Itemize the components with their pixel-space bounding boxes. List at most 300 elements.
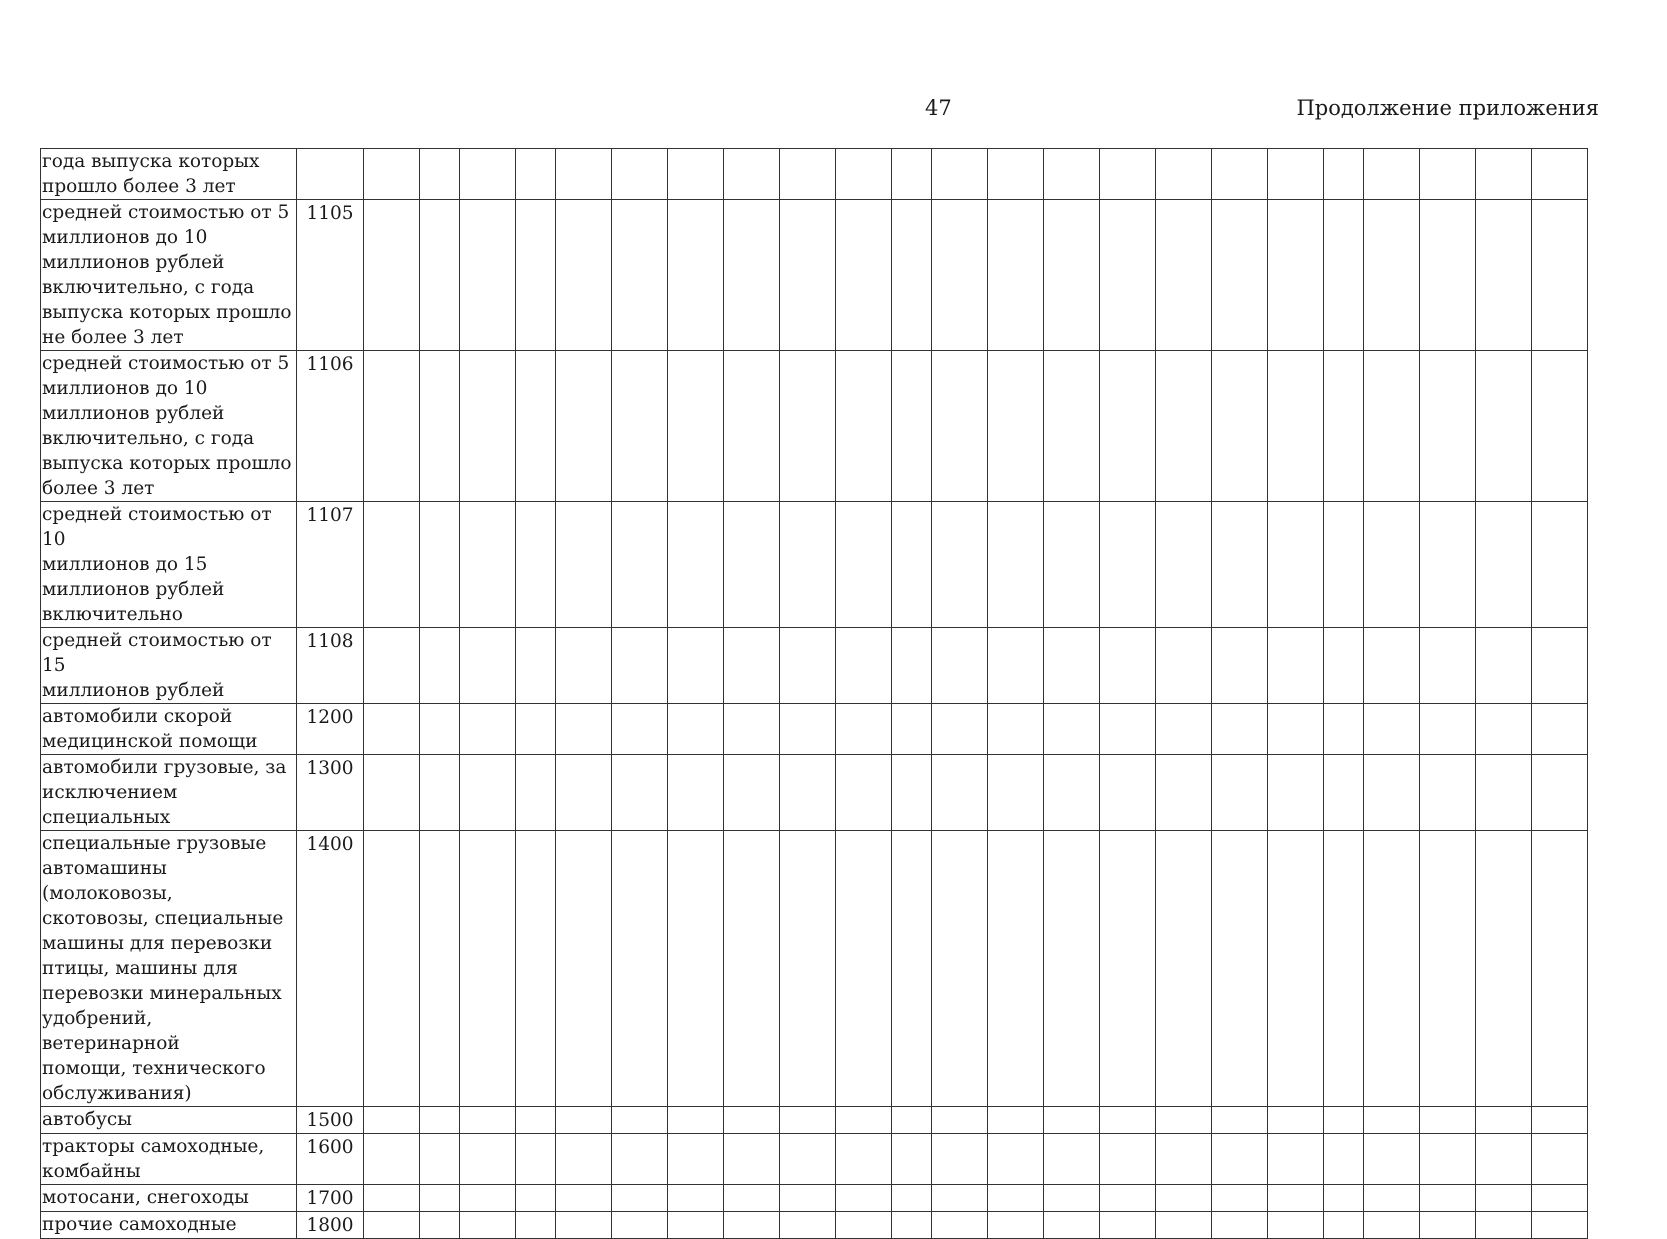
empty-cell [1532,704,1588,755]
empty-cell [892,628,932,704]
empty-cell [1100,1212,1156,1239]
empty-cell [420,149,460,200]
empty-cell [1044,831,1100,1107]
empty-cell [1156,200,1212,351]
empty-cell [612,149,668,200]
table-row [41,1185,1588,1212]
empty-cell [1044,628,1100,704]
empty-cell [420,351,460,502]
empty-cell [988,1212,1044,1239]
empty-cell [1364,755,1420,831]
empty-cell [364,1107,420,1134]
row-code: 1500 [297,1107,364,1134]
empty-cell [932,149,988,200]
empty-cell [932,200,988,351]
empty-cell [668,628,724,704]
empty-cell [612,704,668,755]
empty-cell [1324,1185,1364,1212]
empty-cell [612,1134,668,1185]
empty-cell [612,755,668,831]
empty-cell [1420,149,1476,200]
continuation-label: Продолжение приложения [1296,96,1599,120]
empty-cell [780,351,836,502]
empty-cell [460,200,516,351]
empty-cell [556,200,612,351]
empty-cell [556,1134,612,1185]
empty-cell [892,1107,932,1134]
empty-cell [780,200,836,351]
empty-cell [364,1134,420,1185]
empty-cell [836,755,892,831]
empty-cell [724,831,780,1107]
row-description: средней стоимостью от 5 миллионов до 10 миллионов рублей включительно, с года выпуска которых прошло более 3 лет [41,351,297,502]
empty-cell [1420,831,1476,1107]
empty-cell [420,1107,460,1134]
empty-cell [1364,502,1420,628]
empty-cell [516,200,556,351]
empty-cell [1420,502,1476,628]
empty-cell [1476,1185,1532,1212]
empty-cell [1044,1107,1100,1134]
empty-cell [892,351,932,502]
empty-cell [1044,755,1100,831]
empty-cell [1532,1185,1588,1212]
empty-cell [1156,831,1212,1107]
empty-cell [668,200,724,351]
empty-cell [612,200,668,351]
empty-cell [1420,1185,1476,1212]
empty-cell [1212,704,1268,755]
row-code: 1107 [297,502,364,628]
empty-cell [892,1134,932,1185]
empty-cell [1156,1185,1212,1212]
empty-cell [460,1134,516,1185]
empty-cell [836,149,892,200]
empty-cell [1100,351,1156,502]
empty-cell [1268,149,1324,200]
empty-cell [1044,1185,1100,1212]
empty-cell [556,831,612,1107]
empty-cell [1156,502,1212,628]
empty-cell [1476,502,1532,628]
empty-cell [780,1134,836,1185]
empty-cell [1420,628,1476,704]
empty-cell [364,704,420,755]
empty-cell [1476,628,1532,704]
empty-cell [1324,149,1364,200]
empty-cell [1420,1212,1476,1239]
empty-cell [892,831,932,1107]
empty-cell [1268,502,1324,628]
row-description: средней стоимостью от 15 миллионов рублей [41,628,297,704]
empty-cell [420,755,460,831]
empty-cell [516,831,556,1107]
empty-cell [516,1107,556,1134]
empty-cell [364,1185,420,1212]
empty-cell [516,755,556,831]
empty-cell [516,351,556,502]
empty-cell [1532,1107,1588,1134]
empty-cell [1324,502,1364,628]
empty-cell [1324,200,1364,351]
empty-cell [1476,1107,1532,1134]
empty-cell [364,1212,420,1239]
empty-cell [1212,1134,1268,1185]
empty-cell [1100,704,1156,755]
empty-cell [460,1107,516,1134]
empty-cell [892,502,932,628]
empty-cell [892,755,932,831]
page-number: 47 [925,96,952,120]
empty-cell [668,1107,724,1134]
empty-cell [1100,1107,1156,1134]
empty-cell [1212,628,1268,704]
empty-cell [668,831,724,1107]
empty-cell [420,200,460,351]
empty-cell [668,704,724,755]
row-description: тракторы самоходные, комбайны [41,1134,297,1185]
empty-cell [516,1212,556,1239]
empty-cell [1268,755,1324,831]
row-description: автомобили скорой медицинской помощи [41,704,297,755]
empty-cell [780,1107,836,1134]
empty-cell [1364,1212,1420,1239]
empty-cell [1268,704,1324,755]
table-row [41,1107,1588,1134]
data-table [40,148,1588,1239]
empty-cell [420,704,460,755]
empty-cell [556,1212,612,1239]
row-code: 1200 [297,704,364,755]
row-description: средней стоимостью от 10 миллионов до 15 миллионов рублей включительно [41,502,297,628]
empty-cell [1476,1212,1532,1239]
empty-cell [556,704,612,755]
empty-cell [1212,502,1268,628]
row-description: мотосани, снегоходы [41,1185,297,1212]
empty-cell [1364,1185,1420,1212]
empty-cell [780,149,836,200]
empty-cell [460,502,516,628]
empty-cell [1532,200,1588,351]
empty-cell [668,755,724,831]
empty-cell [1324,1134,1364,1185]
empty-cell [1212,1212,1268,1239]
empty-cell [1212,755,1268,831]
empty-cell [988,1107,1044,1134]
empty-cell [420,628,460,704]
row-code: 1105 [297,200,364,351]
empty-cell [1044,704,1100,755]
empty-cell [1324,1212,1364,1239]
row-code [297,149,364,200]
row-description: средней стоимостью от 5 миллионов до 10 миллионов рублей включительно, с года выпуска которых прошло не более 3 лет [41,200,297,351]
empty-cell [1268,351,1324,502]
empty-cell [1324,704,1364,755]
empty-cell [1156,1134,1212,1185]
empty-cell [1476,831,1532,1107]
empty-cell [556,755,612,831]
empty-cell [364,200,420,351]
empty-cell [1268,200,1324,351]
empty-cell [364,628,420,704]
row-code: 1400 [297,831,364,1107]
empty-cell [516,149,556,200]
empty-cell [1420,351,1476,502]
empty-cell [1100,149,1156,200]
row-description: года выпуска которых прошло более 3 лет [41,149,297,200]
empty-cell [932,628,988,704]
empty-cell [460,628,516,704]
empty-cell [1324,755,1364,831]
table-row [41,149,1588,200]
table-row [41,831,1588,1107]
empty-cell [932,704,988,755]
empty-cell [724,628,780,704]
empty-cell [724,1212,780,1239]
empty-cell [1364,1107,1420,1134]
empty-cell [988,1185,1044,1212]
row-code: 1106 [297,351,364,502]
empty-cell [460,704,516,755]
row-code: 1800 [297,1212,364,1239]
empty-cell [780,502,836,628]
empty-cell [724,1134,780,1185]
empty-cell [836,200,892,351]
empty-cell [1364,149,1420,200]
empty-cell [932,755,988,831]
empty-cell [612,1107,668,1134]
empty-cell [836,502,892,628]
empty-cell [1420,1107,1476,1134]
empty-cell [668,149,724,200]
empty-cell [364,149,420,200]
empty-cell [836,1212,892,1239]
empty-cell [724,704,780,755]
empty-cell [612,1185,668,1212]
empty-cell [836,704,892,755]
empty-cell [1324,1107,1364,1134]
empty-cell [668,1212,724,1239]
empty-cell [1100,1134,1156,1185]
row-code: 1108 [297,628,364,704]
empty-cell [1532,755,1588,831]
table-row [41,502,1588,628]
empty-cell [724,1107,780,1134]
empty-cell [1420,755,1476,831]
table-row [41,351,1588,502]
empty-cell [460,149,516,200]
empty-cell [724,502,780,628]
empty-cell [932,831,988,1107]
empty-cell [988,502,1044,628]
empty-cell [1476,149,1532,200]
empty-cell [1156,755,1212,831]
empty-cell [1532,351,1588,502]
empty-cell [612,628,668,704]
empty-cell [1212,1185,1268,1212]
empty-cell [1364,628,1420,704]
empty-cell [460,1212,516,1239]
empty-cell [1420,1134,1476,1185]
empty-cell [1268,628,1324,704]
empty-cell [1364,200,1420,351]
table-row [41,704,1588,755]
empty-cell [420,1212,460,1239]
empty-cell [556,351,612,502]
empty-cell [1100,1185,1156,1212]
empty-cell [516,502,556,628]
empty-cell [932,502,988,628]
empty-cell [1044,1212,1100,1239]
empty-cell [1268,1212,1324,1239]
empty-cell [460,351,516,502]
empty-cell [780,1185,836,1212]
row-code: 1600 [297,1134,364,1185]
empty-cell [1100,200,1156,351]
empty-cell [1212,1107,1268,1134]
empty-cell [836,831,892,1107]
empty-cell [988,149,1044,200]
empty-cell [668,502,724,628]
empty-cell [780,704,836,755]
empty-cell [988,704,1044,755]
empty-cell [780,755,836,831]
empty-cell [836,1134,892,1185]
empty-cell [836,351,892,502]
empty-cell [724,149,780,200]
empty-cell [1268,831,1324,1107]
empty-cell [1212,200,1268,351]
empty-cell [724,351,780,502]
empty-cell [932,1134,988,1185]
empty-cell [1476,704,1532,755]
empty-cell [892,704,932,755]
empty-cell [932,1212,988,1239]
empty-cell [516,628,556,704]
empty-cell [1420,704,1476,755]
empty-cell [780,831,836,1107]
empty-cell [988,1134,1044,1185]
table-row [41,1212,1588,1239]
empty-cell [1324,351,1364,502]
table-row [41,200,1588,351]
empty-cell [836,628,892,704]
empty-cell [892,200,932,351]
empty-cell [780,1212,836,1239]
empty-cell [364,502,420,628]
empty-cell [556,502,612,628]
empty-cell [988,755,1044,831]
empty-cell [1268,1134,1324,1185]
empty-cell [1100,831,1156,1107]
empty-cell [1212,149,1268,200]
empty-cell [556,149,612,200]
empty-cell [1044,149,1100,200]
empty-cell [836,1185,892,1212]
empty-cell [1476,755,1532,831]
empty-cell [668,351,724,502]
empty-cell [1044,502,1100,628]
empty-cell [1476,351,1532,502]
row-description: прочие самоходные [41,1212,297,1239]
empty-cell [1532,1134,1588,1185]
empty-cell [1324,628,1364,704]
empty-cell [460,755,516,831]
empty-cell [1364,704,1420,755]
row-code: 1300 [297,755,364,831]
empty-cell [1156,1212,1212,1239]
empty-cell [1156,1107,1212,1134]
empty-cell [1044,200,1100,351]
empty-cell [932,1185,988,1212]
empty-cell [1100,628,1156,704]
empty-cell [1044,1134,1100,1185]
empty-cell [988,628,1044,704]
empty-cell [836,1107,892,1134]
empty-cell [1156,351,1212,502]
empty-cell [1532,1212,1588,1239]
empty-cell [892,149,932,200]
empty-cell [724,755,780,831]
empty-cell [612,351,668,502]
empty-cell [724,1185,780,1212]
empty-cell [668,1185,724,1212]
empty-cell [420,831,460,1107]
empty-cell [420,1185,460,1212]
empty-cell [892,1212,932,1239]
empty-cell [1156,704,1212,755]
empty-cell [612,831,668,1107]
empty-cell [988,831,1044,1107]
empty-cell [1364,1134,1420,1185]
empty-cell [420,502,460,628]
empty-cell [668,1134,724,1185]
empty-cell [612,1212,668,1239]
table-row [41,628,1588,704]
empty-cell [516,1185,556,1212]
empty-cell [1420,200,1476,351]
empty-cell [1532,502,1588,628]
empty-cell [420,1134,460,1185]
empty-cell [364,755,420,831]
empty-cell [1212,831,1268,1107]
empty-cell [724,200,780,351]
table-container [40,148,1588,1239]
empty-cell [556,628,612,704]
empty-cell [1100,755,1156,831]
empty-cell [1532,628,1588,704]
empty-cell [1364,831,1420,1107]
empty-cell [780,628,836,704]
empty-cell [1156,149,1212,200]
empty-cell [1100,502,1156,628]
empty-cell [1364,351,1420,502]
row-description: специальные грузовые автомашины (молоковозы, скотовозы, специальные машины для перевозки птицы, машины для перевозки минеральных удобрений, ветеринарной помощи, технического обслуживания) [41,831,297,1107]
empty-cell [556,1185,612,1212]
empty-cell [460,1185,516,1212]
empty-cell [556,1107,612,1134]
empty-cell [516,1134,556,1185]
empty-cell [988,351,1044,502]
table-row [41,1134,1588,1185]
empty-cell [932,351,988,502]
empty-cell [1212,351,1268,502]
empty-cell [892,1185,932,1212]
empty-cell [1532,149,1588,200]
row-description: автобусы [41,1107,297,1134]
empty-cell [1476,200,1532,351]
empty-cell [1044,351,1100,502]
